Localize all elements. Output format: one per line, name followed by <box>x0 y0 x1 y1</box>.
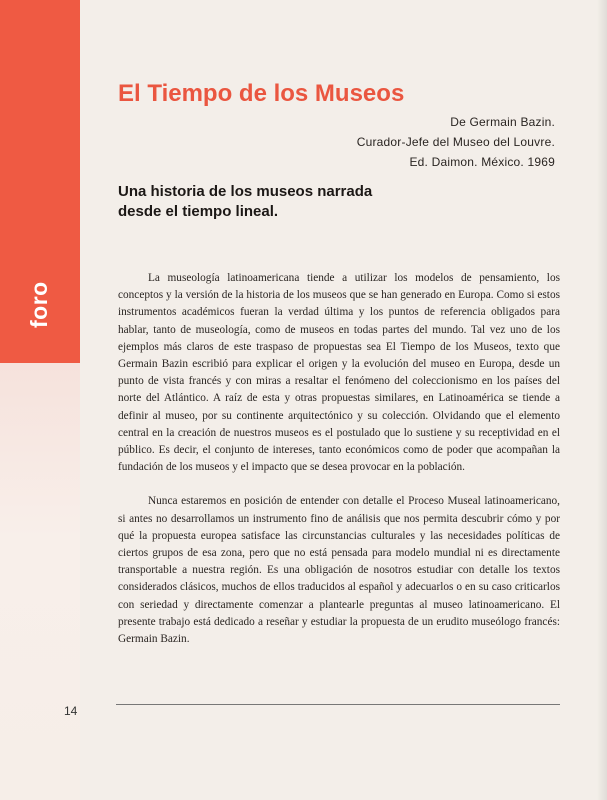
article-subtitle: Una historia de los museos narrada desde el tiempo lineal. <box>118 183 373 220</box>
book-metadata <box>357 112 555 172</box>
author-role-line: Curador-Jefe del Museo del Louvre. <box>356 135 555 149</box>
page-edge-shadow <box>597 0 607 800</box>
paragraph: Nunca estaremos en posición de entender con detalle el Proceso Museal latinoamericano, si antes no desarrollamos un instrumento fino de análisis que nos permita descubrir cómo y por qué la propuesta europea satisface las circunstancias culturales y las necesidades políticas de ciertos grupos de esa zona, pero que no está pensada para modelo mundial ni es directamente transportable a nuestra región. Es una obligación de nosotros estudiar con detalle los textos considerados clásicos, muchos de ellos traducidos al español y adecuarlos o en su caso criticarlos con seriedad y directamente comenzar a plantearle preguntas al museo latinoamericano. El presente trabajo está dedicado a reseñar y estudiar la propuesta de un erudito museólogo francés: Germain Bazin. <box>118 495 560 646</box>
article-title: El Tiempo de los Museos <box>118 80 405 107</box>
margin-band <box>0 363 80 800</box>
publisher-line: Ed. Daimon. México. 1969 <box>409 155 555 169</box>
article-body <box>118 270 560 648</box>
author-line: De Germain Bazin. <box>450 115 555 129</box>
footer-rule <box>116 704 560 705</box>
paragraph: La museología latinoamericana tiende a utilizar los modelos de pensamiento, los conceptos y la versión de la historia de los museos que se han generado en Europa. Como si estos instrumentos académicos fueran la verdad última y los puntos de referencia obligados para hablar, tanto de museología, como de museos en todas partes del mundo. Tal vez uno de los ejemplos más claros de este traspaso de propuestas sea El Tiempo de los Museos, texto que Germain Bazin escribió para explicar el origen y la evolución del museo en Europa, desde un punto de vista francés y con miras a resaltar el fenómeno del coleccionismo en los países del norte del Atlántico. A raíz de esta y otras propuestas similares, en Latinoamérica se tiende a definir al museo, por su continente arquitectónico y su colección. Olvidando que el elemento central en la creación de nuestros museos es el postulado que lo sustiene y su receptividad en el público. Es decir, el conjunto de intereses, tanto económicos como de poder que acompañan la fundación de los museos y el impacto que se desea provocar en la población. <box>118 272 560 474</box>
page-number: 14 <box>64 704 78 718</box>
section-label: foro <box>26 281 52 328</box>
